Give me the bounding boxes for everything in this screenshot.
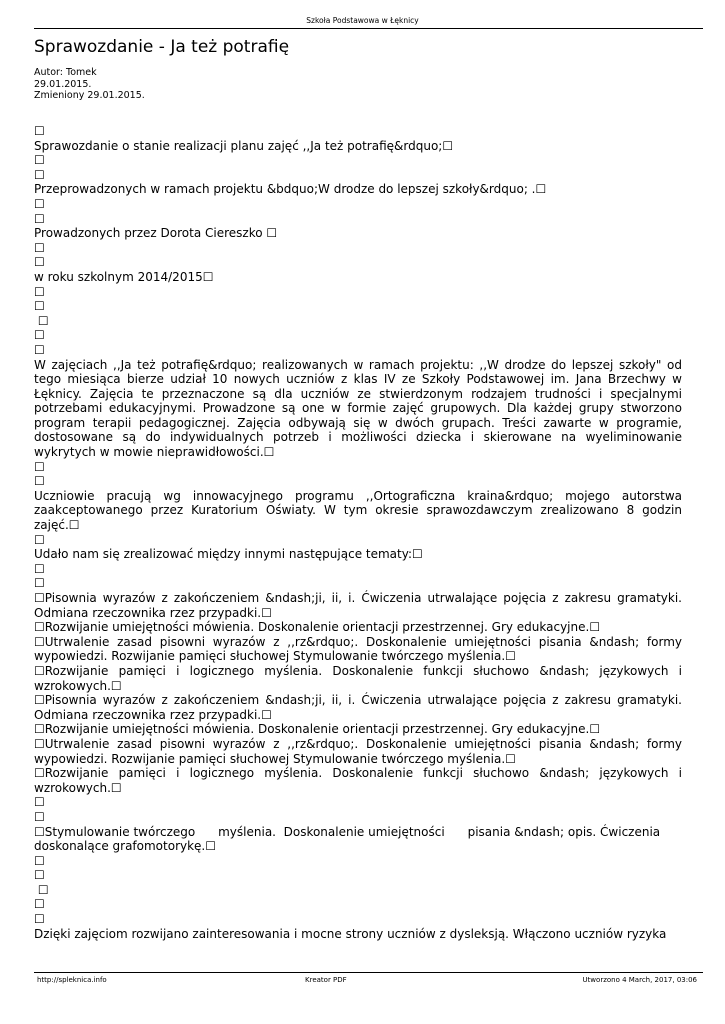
text-line: ☐ [34, 284, 45, 299]
text-line: ☐ [34, 561, 45, 576]
text-line: ☐ [34, 240, 45, 255]
topic-item: ☐Utrwalenie zasad pisowni wyrazów z ,,rz&rdquo;. Doskonalenie umiejętności pisania &ndash; formy wypowiedzi. Rozwijanie pamięci słuchowej Stymulowanie twórczego myślenia.☐ [34, 736, 682, 766]
text-line: ☐ [34, 211, 45, 226]
page-title: Sprawozdanie - Ja też potrafię [34, 37, 290, 57]
text-line: Dzięki zajęciom rozwijano zainteresowania i mocne strony uczniów z dysleksją. Włączono uczniów ryzyka [34, 926, 667, 941]
header-divider [34, 28, 703, 29]
article-body [34, 124, 682, 941]
topic-item: ☐Rozwijanie umiejętności mówienia. Doskonalenie orientacji przestrzennej. Gry edukacyjne.☐ [34, 620, 601, 635]
text-line: ☐ [34, 912, 45, 927]
text-line: ☐ [34, 897, 45, 912]
footer-divider [34, 972, 703, 973]
topic-item: ☐Pisownia wyrazów z zakończeniem &ndash;ji, ii, i. Ćwiczenia utrwalające pojęcia z zakresu gramatyki. Odmiana rzeczownika rzez przypadki.☐ [34, 693, 682, 722]
text-line: Udało nam się zrealizować między innymi następujące tematy:☐ [34, 547, 423, 562]
text-line: ☐ [34, 153, 45, 168]
text-line: ☐ [34, 196, 45, 211]
topic-item: ☐Stymulowanie twórczego myślenia. Doskonalenie umiejętności pisania &ndash; opis. Ćwiczenia doskonalące grafomotorykę.☐ [34, 824, 664, 854]
text-line: ☐ [34, 853, 45, 868]
footer-generator: Kreator PDF [305, 976, 347, 984]
text-line: ☐ [34, 255, 45, 270]
text-line: ☐ [34, 328, 45, 343]
modified-date: Zmieniony 29.01.2015. [34, 90, 145, 101]
footer-url-link[interactable]: http://spleknica.info [37, 976, 107, 984]
text-line: ☐ [34, 868, 45, 883]
text-line: ☐ [34, 809, 45, 824]
text-line: Prowadzonych przez Dorota Ciereszko ☐ [34, 226, 278, 241]
text-line: Przeprowadzonych w ramach projektu &bdquo;W drodze do lepszej szkoły&rdquo; .☐ [34, 182, 547, 197]
topic-item: ☐Utrwalenie zasad pisowni wyrazów z ,,rz&rdquo;. Doskonalenie umiejętności pisania &ndash; formy wypowiedzi. Rozwijanie pamięci słuchowej Stymulowanie twórczego myślenia.☐ [34, 634, 682, 664]
page-header: Szkoła Podstawowa w Łęknicy [306, 16, 419, 25]
text-line: ☐ [34, 882, 49, 897]
text-line: ☐ [34, 795, 45, 810]
topic-item: ☐Rozwijanie pamięci i logicznego myślenia. Doskonalenie funkcji słuchowo &ndash; językowych i wzrokowych.☐ [34, 663, 682, 693]
text-paragraph: W zajęciach ,,Ja też potrafię&rdquo; realizowanych w ramach projektu: ,,W drodze do lepszej szkoły" od tego miesiąca bierze udział 10 nowych uczniów z klas IV ze Szkoły Podstawowej im. Jana Brzechwy w Łęknicy. Zajęcia te przeznaczone są dla uczniów ze stwierdzonym rodzajem trudności i specjalnymi potrzebami edukacyjnymi. Prowadzone są one w formie zajęć grupowych. Dla każdej grupy stworzono program terapii pedagogicznej. Zajęcia odbywają się w dwóch grupach. Treści zawarte w programie, dostosowane są do indywidualnych potrzeb i możliwości dziecka i skierowane na wyeliminowanie wykrytych w mowie nieprawidłowości.☐ [34, 357, 682, 460]
text-line: ☐ [34, 313, 49, 328]
text-line: ☐ [34, 459, 45, 474]
text-line: w roku szkolnym 2014/2015☐ [34, 269, 214, 284]
text-line: ☐ [34, 124, 45, 138]
text-line: ☐ [34, 167, 45, 182]
topic-item: ☐Rozwijanie pamięci i logicznego myślenia. Doskonalenie funkcji słuchowo &ndash; językowych i wzrokowych.☐ [34, 766, 682, 795]
topic-item: ☐Pisownia wyrazów z zakończeniem &ndash;ji, ii, i. Ćwiczenia utrwalające pojęcia z zakresu gramatyki. Odmiana rzeczownika rzez przypadki.☐ [34, 591, 682, 620]
article-meta [34, 67, 145, 102]
topic-item: ☐Rozwijanie umiejętności mówienia. Doskonalenie orientacji przestrzennej. Gry edukacyjne.☐ [34, 722, 601, 737]
text-line: ☐ [34, 532, 45, 547]
text-line: ☐ [34, 342, 45, 357]
text-paragraph: Uczniowie pracują wg innowacyjnego programu ,,Ortograficzna kraina&rdquo; mojego autorstwa zaakceptowanego przez Kuratorium Oświaty. W tym okresie sprawozdawczym zrealizowano 8 godzin zajęć.☐ [34, 488, 682, 533]
author-line: Autor: Tomek [34, 67, 97, 78]
footer-created-date: Utworzono 4 March, 2017, 03:06 [582, 976, 697, 984]
text-line: ☐ [34, 474, 45, 489]
text-line: Sprawozdanie o stanie realizacji planu zajęć ,,Ja też potrafię&rdquo;☐ [34, 138, 454, 153]
publish-date: 29.01.2015. [34, 78, 92, 90]
text-line: ☐ [34, 299, 45, 314]
text-line: ☐ [34, 576, 45, 591]
